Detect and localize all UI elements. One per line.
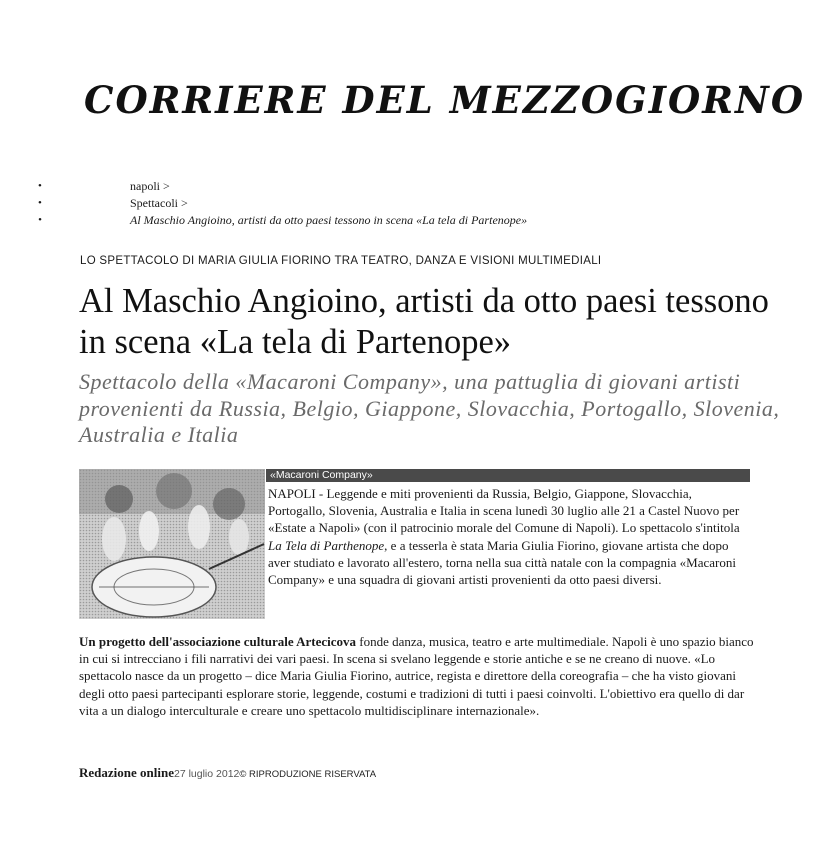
body-bold-intro: Un progetto dell'associazione culturale Artecicova <box>79 634 357 649</box>
article-photo <box>79 469 265 619</box>
breadcrumb <box>30 178 527 229</box>
breadcrumb-link-spettacoli[interactable]: Spettacoli > <box>130 196 188 210</box>
article-subheadline: Spettacolo della «Macaroni Company», una pattuglia di giovani artisti provenienti da Russia, Belgio, Giappone, Slovacchia, Portogallo, Slovenia, Australia e Italia <box>79 369 780 447</box>
bullet-icon: • <box>38 197 42 209</box>
breadcrumb-item-spettacoli <box>30 195 527 212</box>
photo-image <box>79 469 265 619</box>
breadcrumb-current-label: Al Maschio Angioino, artisti da otto paesi tessono in scena «La tela di Partenope» <box>130 213 528 227</box>
author-name: Redazione online <box>79 765 174 780</box>
copyright-notice: © RIPRODUZIONE RISERVATA <box>239 769 377 780</box>
bullet-icon: • <box>38 214 42 226</box>
photo-caption: «Macaroni Company» <box>266 469 750 482</box>
breadcrumb-link-napoli[interactable]: napoli > <box>130 179 170 193</box>
bullet-icon: • <box>38 180 42 192</box>
lead-show-title: La Tela di Parthenope <box>268 537 385 553</box>
masthead-logo[interactable]: CORRIERE DEL MEZZOGIORNO <box>84 78 806 122</box>
breadcrumb-item-napoli <box>30 178 527 195</box>
article-lead <box>268 485 750 588</box>
article-byline <box>79 765 376 781</box>
article-headline: Al Maschio Angioino, artisti da otto paesi tessono in scena «La tela di Partenope» <box>79 282 769 361</box>
lead-text-end: , e a tesserla è stata Maria Giulia Fiorino, giovane artista che dopo aver studiato e lavorato all'estero, torna nella sua città natale con la compagnia «Macaroni Company» e una squadra di giovani artisti provenienti da otto paesi diversi. <box>268 537 736 588</box>
publish-date: 27 luglio 2012 <box>173 768 240 780</box>
breadcrumb-item-current <box>30 212 527 229</box>
article-kicker: LO SPETTACOLO DI MARIA GIULIA FIORINO TRA TEATRO, DANZA E VISIONI MULTIMEDIALI <box>80 255 602 267</box>
article-body <box>79 633 754 719</box>
body-text-rest: fonde danza, musica, teatro e arte multimediale. Napoli è uno spazio bianco in cui si intrecciano i fili narrativi dei vari paesi. In scena si svelano leggende e storie antiche e se ne creano di nuove. «Lo spettacolo nasce da un progetto – dice Maria Giulia Fiorino, autrice, regista e direttore della coreografia – che ha visto giovani degli otto paesi partecipanti esplorare storie, leggende, costumi e tradizioni di tutti i paesi coinvolti. L'obiettivo era quello di dar vita a un dialogo interculturale e creare uno spettacolo multidisciplinare internazionale». <box>79 634 754 718</box>
lead-text-start: NAPOLI - Leggende e miti provenienti da Russia, Belgio, Giappone, Slovacchia, Portogallo, Slovenia, Australia e Italia in scena lunedì 30 luglio alle 21 a Castel Nuovo per «Estate a Napoli» (con il patrocinio morale del Comune di Napoli). Lo spettacolo s'intitola <box>268 486 740 536</box>
